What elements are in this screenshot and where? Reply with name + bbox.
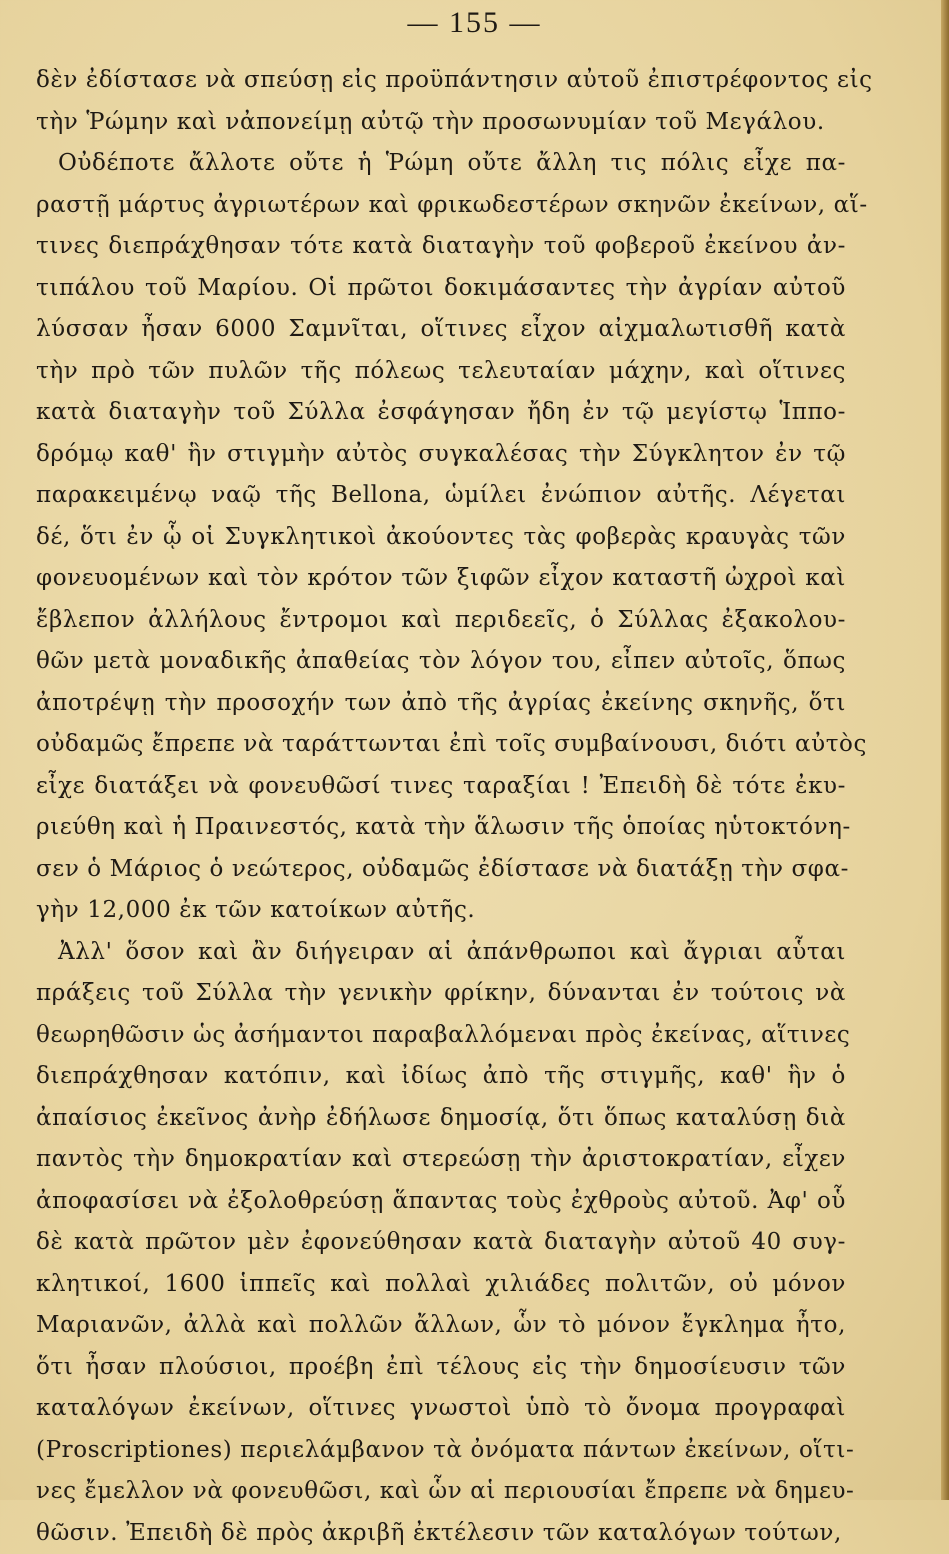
text-line: λύσσαν ἦσαν 6000 Σαμνῖται, οἵτινες εἶχον αἰχμαλωτισθῆ κατὰ bbox=[36, 309, 846, 351]
text-line: ἀπαίσιος ἐκεῖνος ἀνὴρ ἐδήλωσε δημοσίᾳ, ὅτι ὅπως καταλύσῃ διὰ bbox=[36, 1098, 846, 1140]
text-line: δὲν ἐδίστασε νὰ σπεύσῃ εἰς προϋπάντησιν αὐτοῦ ἐπιστρέφοντος εἰς bbox=[36, 60, 846, 102]
text-line: τιπάλου τοῦ Μαρίου. Οἱ πρῶτοι δοκιμάσαντες τὴν ἀγρίαν αὐτοῦ bbox=[36, 268, 846, 310]
text-line: ἀποτρέψῃ τὴν προσοχήν των ἀπὸ τῆς ἀγρίας ἐκείνης σκηνῆς, ὅτι bbox=[36, 683, 846, 725]
text-line: ἀποφασίσει νὰ ἐξολοθρεύσῃ ἅπαντας τοὺς ἐχθροὺς αὐτοῦ. Ἀφ' οὗ bbox=[36, 1181, 846, 1223]
text-line: (Proscriptiones) περιελάμβανον τὰ ὀνόματα πάντων ἐκείνων, οἵτι- bbox=[36, 1430, 846, 1472]
text-line: θῶν μετὰ μοναδικῆς ἀπαθείας τὸν λόγον του, εἶπεν αὐτοῖς, ὅπως bbox=[36, 641, 846, 683]
page-number-header: — 155 — bbox=[0, 6, 949, 40]
text-line: ραστῇ μάρτυς ἀγριωτέρων καὶ φρικωδεστέρων σκηνῶν ἐκείνων, αἵ- bbox=[36, 185, 846, 227]
text-line: τινες διεπράχθησαν τότε κατὰ διαταγὴν τοῦ φοβεροῦ ἐκείνου ἀν- bbox=[36, 226, 846, 268]
text-line: ὅτι ἦσαν πλούσιοι, προέβη ἐπὶ τέλους εἰς τὴν δημοσίευσιν τῶν bbox=[36, 1347, 846, 1389]
text-line: δέ, ὅτι ἐν ᾧ οἱ Συγκλητικοὶ ἀκούοντες τὰς φοβερὰς κραυγὰς τῶν bbox=[36, 517, 846, 559]
text-line: δὲ κατὰ πρῶτον μὲν ἐφονεύθησαν κατὰ διαταγὴν αὐτοῦ 40 συγ- bbox=[36, 1222, 846, 1264]
text-line: φονευομένων καὶ τὸν κρότον τῶν ξιφῶν εἶχον καταστῆ ὠχροὶ καὶ bbox=[36, 558, 846, 600]
text-line: οὐδαμῶς ἔπρεπε νὰ ταράττωνται ἐπὶ τοῖς συμβαίνουσι, διότι αὐτὸς bbox=[36, 724, 846, 766]
text-line: γὴν 12,000 ἐκ τῶν κατοίκων αὐτῆς. bbox=[36, 890, 846, 932]
text-line: θεωρηθῶσιν ὡς ἀσήμαντοι παραβαλλόμεναι πρὸς ἐκείνας, αἵτινες bbox=[36, 1015, 846, 1057]
text-line: εἶχε διατάξει νὰ φονευθῶσί τινες ταραξίαι ! Ἐπειδὴ δὲ τότε ἐκυ- bbox=[36, 766, 846, 808]
text-line: ριεύθη καὶ ἡ Πραινεστός, κατὰ τὴν ἅλωσιν τῆς ὁποίας ηὑτοκτόνη- bbox=[36, 807, 846, 849]
text-line: διεπράχθησαν κατόπιν, καὶ ἰδίως ἀπὸ τῆς στιγμῆς, καθ' ἣν ὁ bbox=[36, 1056, 846, 1098]
text-line: τὴν πρὸ τῶν πυλῶν τῆς πόλεως τελευταίαν μάχην, καὶ οἵτινες bbox=[36, 351, 846, 393]
text-line: Μαριανῶν, ἀλλὰ καὶ πολλῶν ἄλλων, ὧν τὸ μόνον ἔγκλημα ἦτο, bbox=[36, 1305, 846, 1347]
text-line: Οὐδέποτε ἄλλοτε οὔτε ἡ Ῥώμη οὔτε ἄλλη τις πόλις εἶχε πα- bbox=[36, 143, 846, 185]
text-line: σεν ὁ Μάριος ὁ νεώτερος, οὐδαμῶς ἐδίστασε νὰ διατάξῃ τὴν σφα- bbox=[36, 849, 846, 891]
text-line: θῶσιν. Ἐπειδὴ δὲ πρὸς ἀκριβῆ ἐκτέλεσιν τῶν καταλόγων τούτων, bbox=[36, 1513, 846, 1554]
body-text bbox=[36, 60, 846, 1554]
text-line: δρόμῳ καθ' ἣν στιγμὴν αὐτὸς συγκαλέσας τὴν Σύγκλητον ἐν τῷ bbox=[36, 434, 846, 476]
text-line: παντὸς τὴν δημοκρατίαν καὶ στερεώσῃ τὴν ἀριστοκρατίαν, εἶχεν bbox=[36, 1139, 846, 1181]
text-line: ἔβλεπον ἀλλήλους ἔντρομοι καὶ περιδεεῖς, ὁ Σύλλας ἐξακολου- bbox=[36, 600, 846, 642]
text-line: Ἀλλ' ὅσον καὶ ἂν διήγειραν αἱ ἀπάνθρωποι καὶ ἄγριαι αὗται bbox=[36, 932, 846, 974]
text-line: νες ἔμελλον νὰ φονευθῶσι, καὶ ὧν αἱ περιουσίαι ἔπρεπε νὰ δημευ- bbox=[36, 1471, 846, 1513]
text-line: κλητικοί, 1600 ἱππεῖς καὶ πολλαὶ χιλιάδες πολιτῶν, οὐ μόνον bbox=[36, 1264, 846, 1306]
text-line: καταλόγων ἐκείνων, οἵτινες γνωστοὶ ὑπὸ τὸ ὄνομα προγραφαὶ bbox=[36, 1388, 846, 1430]
text-line: τὴν Ῥώμην καὶ νἀπονείμῃ αὐτῷ τὴν προσωνυμίαν τοῦ Μεγάλου. bbox=[36, 102, 846, 144]
text-line: κατὰ διαταγὴν τοῦ Σύλλα ἐσφάγησαν ἤδη ἐν τῷ μεγίστῳ Ἱππο- bbox=[36, 392, 846, 434]
page-edge bbox=[941, 0, 949, 1500]
text-line: παρακειμένῳ ναῷ τῆς Bellona, ὡμίλει ἐνώπιον αὐτῆς. Λέγεται bbox=[36, 475, 846, 517]
text-line: πράξεις τοῦ Σύλλα τὴν γενικὴν φρίκην, δύνανται ἐν τούτοις νὰ bbox=[36, 973, 846, 1015]
